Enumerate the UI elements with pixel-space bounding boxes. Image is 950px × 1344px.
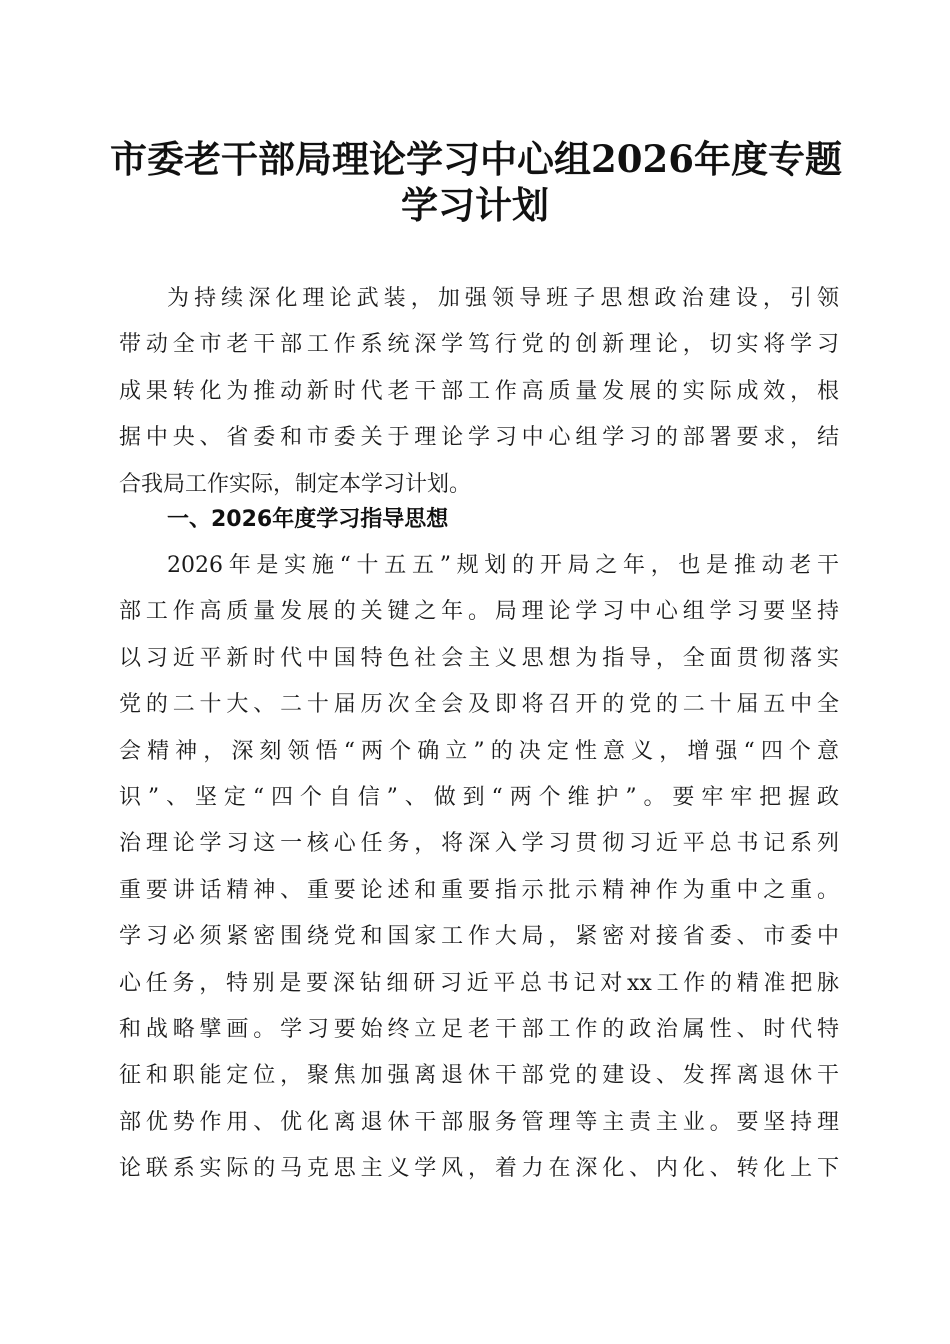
paragraph-line: 学习必须紧密围绕党和国家工作大局，紧密对接省委、市委中 <box>119 924 839 950</box>
paragraph-line: 治理论学习这一核心任务，将深入学习贯彻习近平总书记系列 <box>119 831 839 857</box>
paragraph-line: 带动全市老干部工作系统深学笃行党的创新理论，切实将学习 <box>119 332 839 358</box>
document-title-line-1: 市委老干部局理论学习中心组2026年度专题 <box>110 137 842 181</box>
paragraph-line: 识”、坚定“四个自信”、做到“两个维护”。要牢牢把握政 <box>119 784 839 810</box>
section-1-paragraph <box>119 543 839 1192</box>
paragraph-line: 部工作高质量发展的关键之年。局理论学习中心组学习要坚持 <box>119 599 839 625</box>
paragraph-line: 会精神，深刻领悟“两个确立”的决定性意义，增强“四个意 <box>119 738 839 764</box>
paragraph-line: 合我局工作实际，制定本学习计划。 <box>119 471 472 497</box>
paragraph-line: 以习近平新时代中国特色社会主义思想为指导，全面贯彻落实 <box>119 645 839 671</box>
intro-paragraph <box>119 276 839 508</box>
paragraph-line: 党的二十大、二十届历次全会及即将召开的党的二十届五中全 <box>119 692 839 718</box>
paragraph-line: 部优势作用、优化离退休干部服务管理等主责主业。要坚持理 <box>119 1109 839 1135</box>
paragraph-line: 征和职能定位，聚焦加强离退休干部党的建设、发挥离退休干 <box>119 1063 839 1089</box>
paragraph-line: 据中央、省委和市委关于理论学习中心组学习的部署要求，结 <box>119 425 839 451</box>
paragraph-line: 论联系实际的马克思主义学风，着力在深化、内化、转化上下 <box>119 1156 839 1182</box>
paragraph-line: 重要讲话精神、重要论述和重要指示批示精神作为重中之重。 <box>119 877 839 903</box>
document-title-line-2: 学习计划 <box>401 183 549 227</box>
paragraph-line: 为持续深化理论武装，加强领导班子思想政治建设，引领 <box>167 286 839 311</box>
section-heading: 一、2026年度学习指导思想 <box>167 507 449 532</box>
paragraph-line: 和战略擘画。学习要始终立足老干部工作的政治属性、时代特 <box>119 1016 839 1042</box>
paragraph-line: 成果转化为推动新时代老干部工作高质量发展的实际成效，根 <box>119 378 839 404</box>
paragraph-line: 心任务，特别是要深钻细研习近平总书记对xx工作的精准把脉 <box>119 970 839 996</box>
paragraph-line: 2026年是实施“十五五”规划的开局之年，也是推动老干 <box>167 553 839 578</box>
